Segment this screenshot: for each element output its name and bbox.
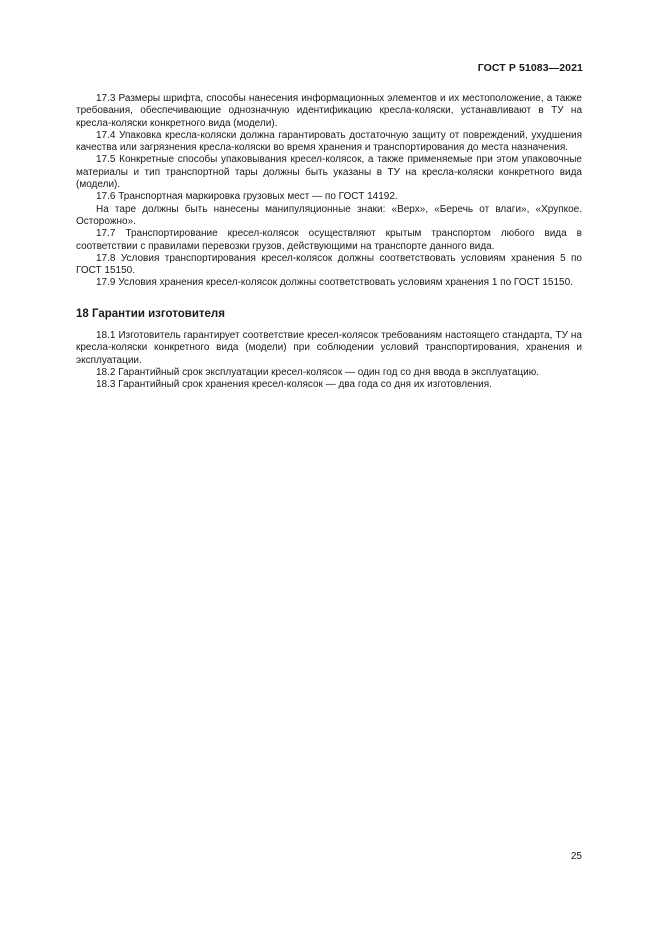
paragraph-17-9: 17.9 Условия хранения кресел-колясок должны соответствовать условиям хранения 1 по ГОСТ 15150. [96,277,573,289]
document-code-header: ГОСТ Р 51083—2021 [477,62,583,74]
paragraph-18-1: 18.1 Изготовитель гарантирует соответствие кресел-колясок требованиям настоящего стандарта, ТУ на кресла-коляски конкретного вида (модели) при соблюдении условий транспортирования, хранения и эксплуатации. [76,330,582,366]
section-18-title: 18 Гарантии изготовителя [76,307,225,320]
paragraph-17-6-signs: На таре должны быть нанесены манипуляционные знаки: «Верх», «Беречь от влаги», «Хрупкое. Осторожно». [76,203,582,227]
paragraph-17-4: 17.4 Упаковка кресла-коляски должна гарантировать достаточную защиту от повреждений, ухудшения качества или загрязнения кресла-коляски во время хранения и транспортирования до места назначения. [76,129,582,154]
paragraph-17-8: 17.8 Условия транспортирования кресел-колясок должны соответствовать условиям хранения 5 по ГОСТ 15150. [76,252,582,277]
paragraph-17-3: 17.3 Размеры шрифта, способы нанесения информационных элементов и их местоположение, а также требования, обеспечивающие однозначную идентификацию кресла-коляски, устанавливают в ТУ на кресла-коляски конкретного вида (модели). [76,93,582,129]
paragraph-17-7: 17.7 Транспортирование кресел-колясок осуществляют крытым транспортом любого вида в соответствии с правилами перевозки грузов, действующими на транспорте данного вида. [76,228,582,252]
paragraph-17-6: 17.6 Транспортная маркировка грузовых мест — по ГОСТ 14192. [96,191,398,203]
paragraph-18-2: 18.2 Гарантийный срок эксплуатации кресел-колясок — один год со дня ввода в эксплуатацию. [96,366,540,378]
paragraph-17-5: 17.5 Конкретные способы упаковывания кресел-колясок, а также применяемые при этом упаковочные материалы и тип транспортной тары должны быть указаны в ТУ на кресла-коляски конкретного вида (модели). [76,154,582,191]
page-number: 25 [570,851,582,862]
paragraph-18-3: 18.3 Гарантийный срок хранения кресел-колясок — два года со дня их изготовления. [96,379,492,391]
document-body [76,93,582,392]
